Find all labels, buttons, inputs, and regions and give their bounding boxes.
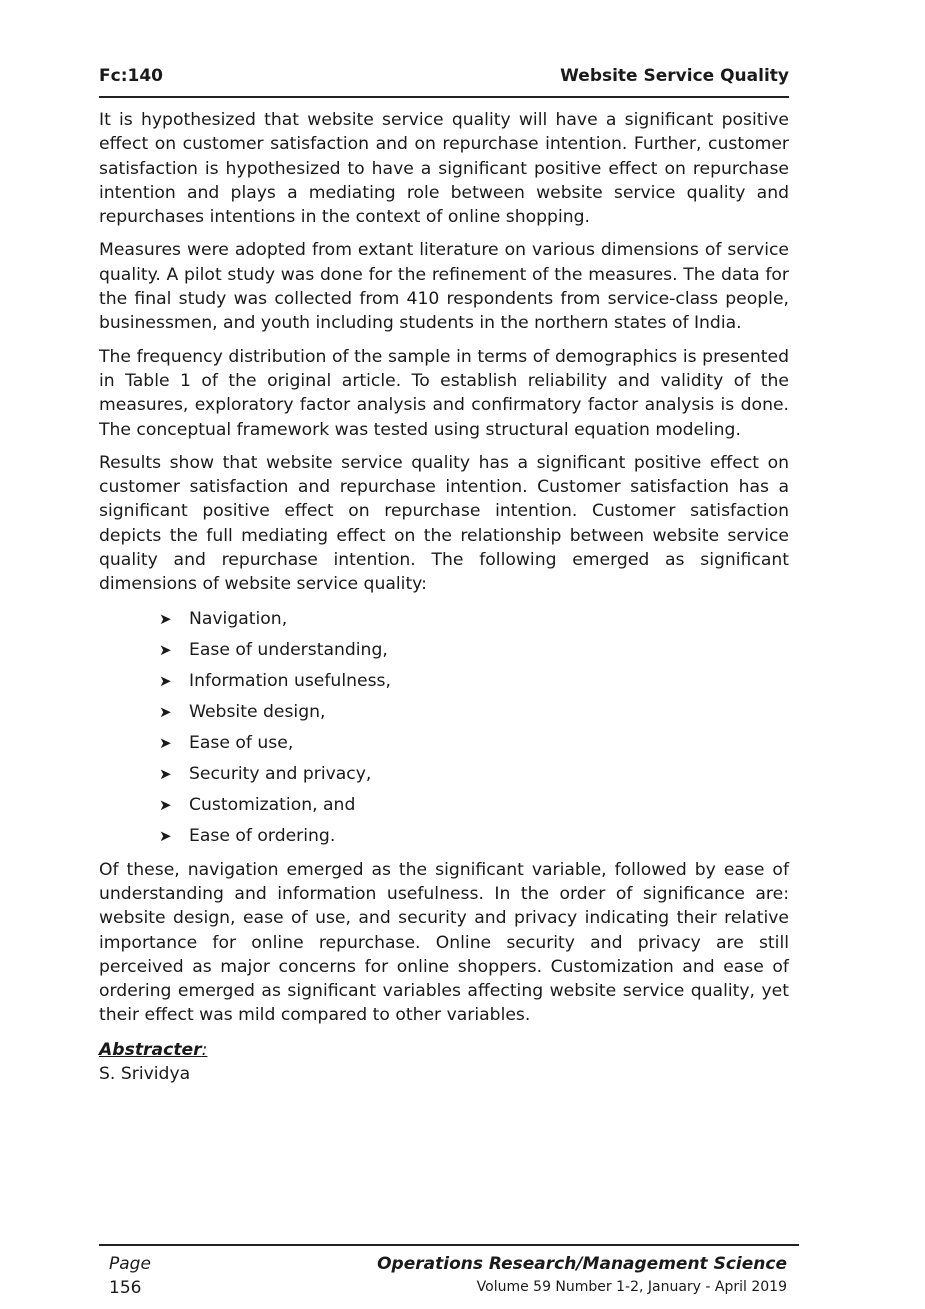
list-item: ➤ Ease of use, — [159, 728, 789, 759]
running-title: Website Service Quality — [560, 66, 789, 86]
list-item: ➤ Customization, and — [159, 790, 789, 821]
journal-volume: Volume 59 Number 1-2, January - April 2019 — [476, 1279, 787, 1295]
arrow-bullet-icon: ➤ — [159, 826, 172, 845]
paragraph-conclusion: Of these, navigation emerged as the significant variable, followed by ease of understanding and information usefulness. In the order of significance are: website design, ease of use, and security and privacy indicating their relative importance for online repurchase. Online security and privacy are still perceived as major concerns for online shoppers. Customization and ease of ordering emerged as significant variables affecting website service quality, yet their effect was mild compared to other variables. — [99, 859, 789, 1026]
running-header — [99, 66, 789, 98]
article-code: Fc:140 — [99, 66, 163, 86]
paragraph-analysis: The frequency distribution of the sample in terms of demographics is presented in Table 1 of the original article. To establish reliability and validity of the measures, exploratory factor analysis and confirmatory factor analysis is done. The conceptual framework was tested using structural equation modeling. — [99, 346, 789, 440]
arrow-bullet-icon: ➤ — [159, 764, 172, 783]
article-body — [99, 108, 789, 1086]
list-item: ➤ Information usefulness, — [159, 666, 789, 697]
list-item: ➤ Ease of understanding, — [159, 635, 789, 666]
paragraph-results: Results show that website service quality has a significant positive effect on customer satisfaction and repurchase intention. Customer satisfaction has a significant positive effect on repurchase intention. Customer satisfaction depicts the full mediating effect on the relationship between website service quality and repurchase intention. The following emerged as significant dimensions of website service quality: — [99, 452, 789, 595]
list-item: ➤ Security and privacy, — [159, 759, 789, 790]
arrow-bullet-icon: ➤ — [159, 640, 172, 659]
arrow-bullet-icon: ➤ — [159, 671, 172, 690]
abstracter-heading: Abstracter: — [99, 1039, 208, 1060]
arrow-bullet-icon: ➤ — [159, 795, 172, 814]
dimensions-list — [159, 604, 789, 852]
arrow-bullet-icon: ➤ — [159, 609, 172, 628]
page-footer — [99, 1244, 799, 1306]
journal-title: Operations Research/Management Science — [377, 1254, 787, 1274]
list-item: ➤ Navigation, — [159, 604, 789, 635]
page-number: 156 — [109, 1278, 142, 1298]
abstracter-name: S. Srividya — [99, 1064, 191, 1085]
arrow-bullet-icon: ➤ — [159, 702, 172, 721]
arrow-bullet-icon: ➤ — [159, 733, 172, 752]
list-item: ➤ Ease of ordering. — [159, 821, 789, 852]
list-item: ➤ Website design, — [159, 697, 789, 728]
paragraph-hypothesis: It is hypothesized that website service quality will have a significant positive effect on customer satisfaction and on repurchase intention. Further, customer satisfaction is hypothesized to have a significant positive effect on repurchase intention and plays a mediating role between website service quality and repurchases intentions in the context of online shopping. — [99, 110, 789, 228]
page-label: Page — [109, 1254, 151, 1274]
paragraph-measures: Measures were adopted from extant literature on various dimensions of service quality. A pilot study was done for the refinement of the measures. The data for the final study was collected from 410 respondents from service-class people, businessmen, and youth including students in the northern states of India. — [99, 240, 789, 334]
